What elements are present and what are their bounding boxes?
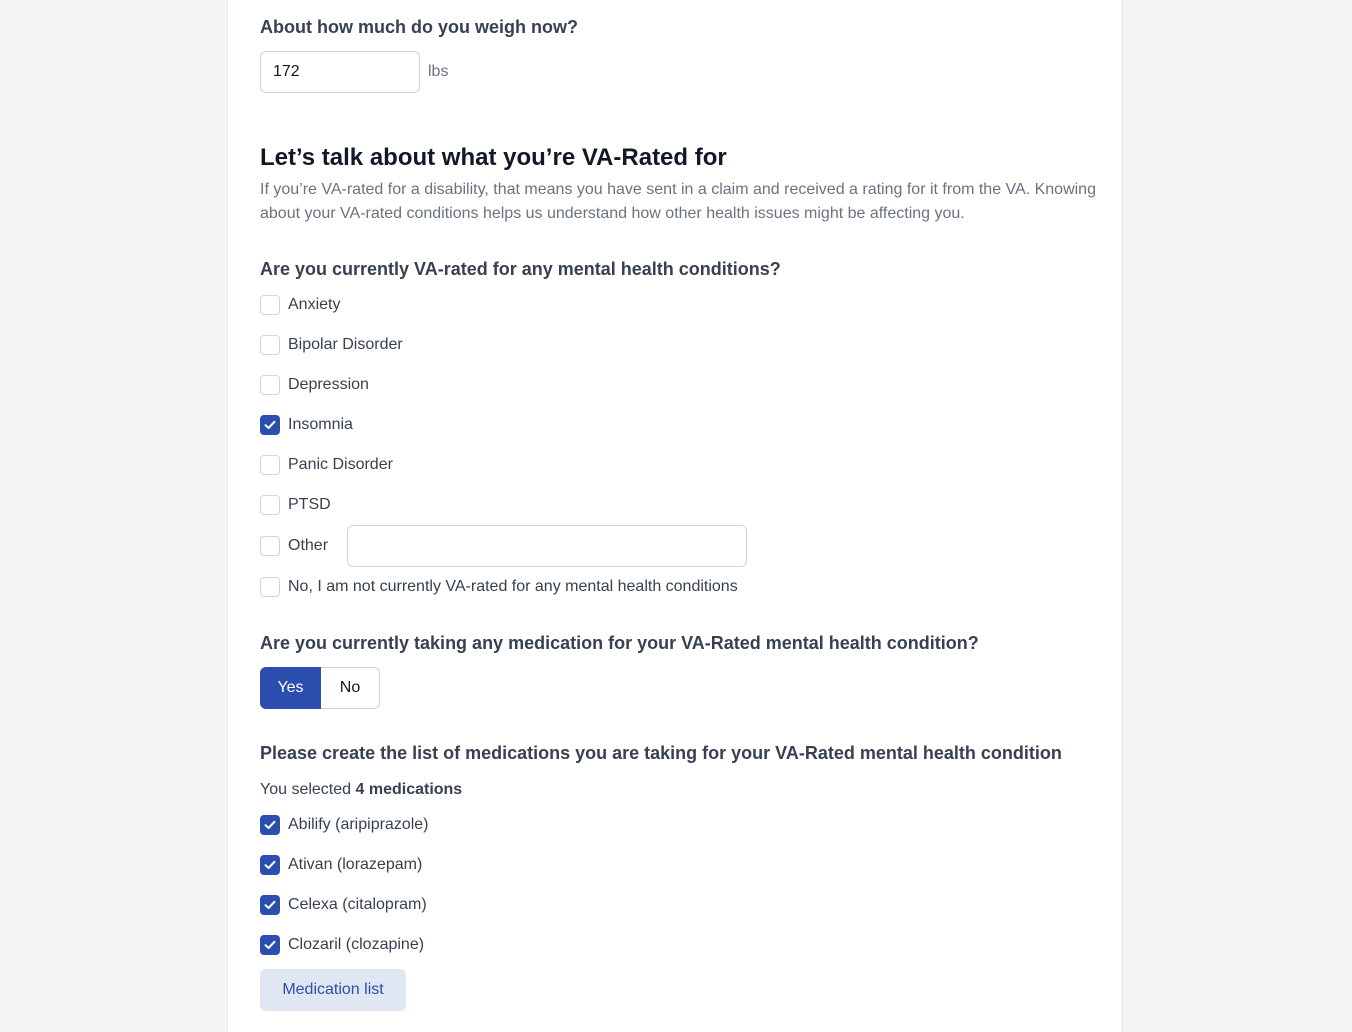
condition-label: Depression: [288, 376, 369, 393]
condition-label: No, I am not currently VA-rated for any mental health conditions: [288, 578, 738, 595]
condition-option-none[interactable]: [260, 576, 738, 598]
medication-label: Celexa (citalopram): [288, 896, 427, 913]
selected-summary: [260, 779, 462, 801]
checkbox[interactable]: [260, 295, 280, 315]
medication-list-button[interactable]: Medication list: [260, 969, 406, 1011]
condition-option-panic-disorder[interactable]: [260, 454, 393, 476]
weight-question: About how much do you weigh now?: [260, 17, 578, 37]
selected-count: 4 medications: [355, 781, 463, 798]
yes-no-toggle: [260, 667, 380, 709]
condition-label: Panic Disorder: [288, 456, 393, 473]
checkbox[interactable]: [260, 577, 280, 597]
check-icon: [264, 860, 276, 870]
selected-prefix: You selected: [260, 781, 352, 798]
check-icon: [264, 900, 276, 910]
condition-option-anxiety[interactable]: [260, 294, 340, 316]
checkbox[interactable]: [260, 536, 280, 556]
form-card: [227, 0, 1123, 1032]
condition-label: Insomnia: [288, 416, 353, 433]
medication-item[interactable]: [260, 894, 427, 916]
weight-unit: lbs: [428, 63, 449, 80]
checkbox[interactable]: [260, 815, 280, 835]
condition-label: Other: [288, 537, 329, 554]
condition-option-bipolar-disorder[interactable]: [260, 334, 403, 356]
medication-label: Ativan (lorazepam): [288, 856, 423, 873]
other-condition-input[interactable]: [347, 525, 747, 567]
weight-input[interactable]: [260, 51, 420, 93]
condition-option-other[interactable]: [260, 535, 328, 557]
medication-question: Are you currently taking any medication for your VA-Rated mental health condition?: [260, 633, 979, 653]
medication-item[interactable]: [260, 814, 429, 836]
checkbox[interactable]: [260, 935, 280, 955]
mental-health-question: Are you currently VA-rated for any mental health conditions?: [260, 259, 781, 279]
medication-label: Abilify (aripiprazole): [288, 816, 429, 833]
yes-button[interactable]: Yes: [260, 667, 321, 709]
condition-option-depression[interactable]: [260, 374, 369, 396]
check-icon: [264, 420, 276, 430]
checkbox[interactable]: [260, 895, 280, 915]
condition-option-ptsd[interactable]: [260, 494, 331, 516]
medication-list-question: Please create the list of medications you are taking for your VA-Rated mental health condition: [260, 743, 1062, 763]
condition-option-insomnia[interactable]: [260, 414, 353, 436]
check-icon: [264, 820, 276, 830]
check-icon: [264, 940, 276, 950]
checkbox[interactable]: [260, 335, 280, 355]
condition-label: PTSD: [288, 496, 331, 513]
condition-label: Bipolar Disorder: [288, 336, 403, 353]
medication-item[interactable]: [260, 934, 424, 956]
medication-item[interactable]: [260, 854, 422, 876]
section-description: If you’re VA-rated for a disability, that means you have sent in a claim and received a rating for it from the VA. Knowing about your VA-rated conditions helps us understand how other health issues might be affecting you.: [260, 181, 1096, 222]
no-button[interactable]: No: [321, 667, 380, 709]
medication-label: Clozaril (clozapine): [288, 936, 425, 953]
checkbox[interactable]: [260, 375, 280, 395]
section-title: Let’s talk about what you’re VA-Rated for: [260, 144, 727, 171]
checkbox[interactable]: [260, 415, 280, 435]
checkbox[interactable]: [260, 855, 280, 875]
checkbox[interactable]: [260, 495, 280, 515]
checkbox[interactable]: [260, 455, 280, 475]
condition-label: Anxiety: [288, 296, 341, 313]
